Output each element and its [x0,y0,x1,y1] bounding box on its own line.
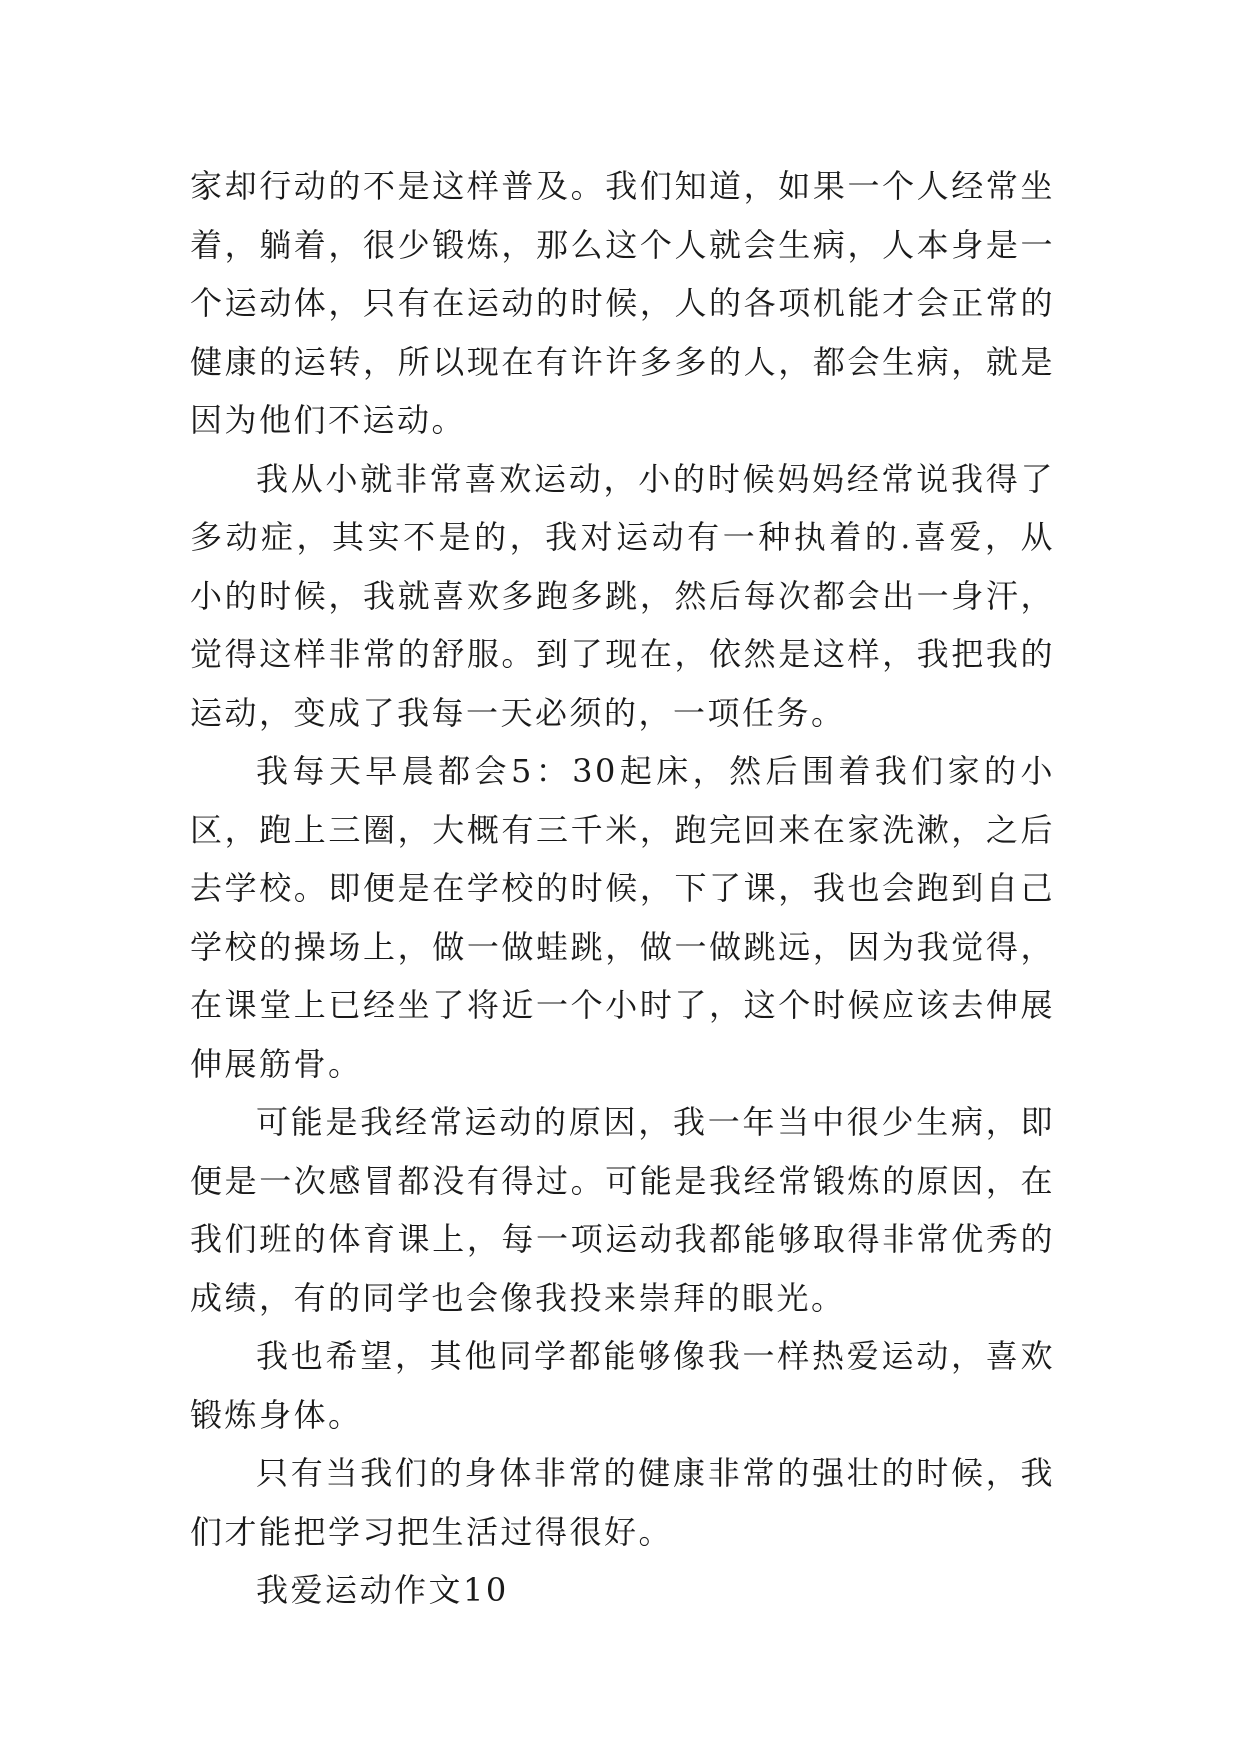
paragraph-6: 只有当我们的身体非常的健康非常的强壮的时候，我们才能把学习把生活过得很好。 [190,1454,1055,1551]
section-heading: 我爱运动作文10 [256,1571,509,1609]
paragraph-1: 家却行动的不是这样普及。我们知道，如果一个人经常坐着，躺着，很少锻炼，那么这个人就会生病，人本身是一个运动体，只有在运动的时候，人的各项机能才会正常的健康的运转，所以现在有许许多多的人，都会生病，就是因为他们不运动。 [190,167,1055,439]
paragraph-5: 我也希望，其他同学都能够像我一样热爱运动，喜欢锻炼身体。 [190,1337,1055,1434]
document-body [190,157,1055,1620]
paragraph-3: 我每天早晨都会5：30起床，然后围着我们家的小区，跑上三圈，大概有三千米，跑完回来在家洗漱，之后去学校。即便是在学校的时候，下了课，我也会跑到自己学校的操场上，做一做蛙跳，做一做跳远，因为我觉得，在课堂上已经坐了将近一个小时了，这个时候应该去伸展伸展筋骨。 [190,752,1055,1083]
paragraph-4: 可能是我经常运动的原因，我一年当中很少生病，即便是一次感冒都没有得过。可能是我经常锻炼的原因，在我们班的体育课上，每一项运动我都能够取得非常优秀的成绩，有的同学也会像我投来崇拜的眼光。 [190,1103,1055,1317]
paragraph-2: 我从小就非常喜欢运动，小的时候妈妈经常说我得了多动症，其实不是的，我对运动有一种执着的.喜爱，从小的时候，我就喜欢多跑多跳，然后每次都会出一身汗，觉得这样非常的舒服。到了现在，依然是这样，我把我的运动，变成了我每一天必须的，一项任务。 [190,459,1055,732]
